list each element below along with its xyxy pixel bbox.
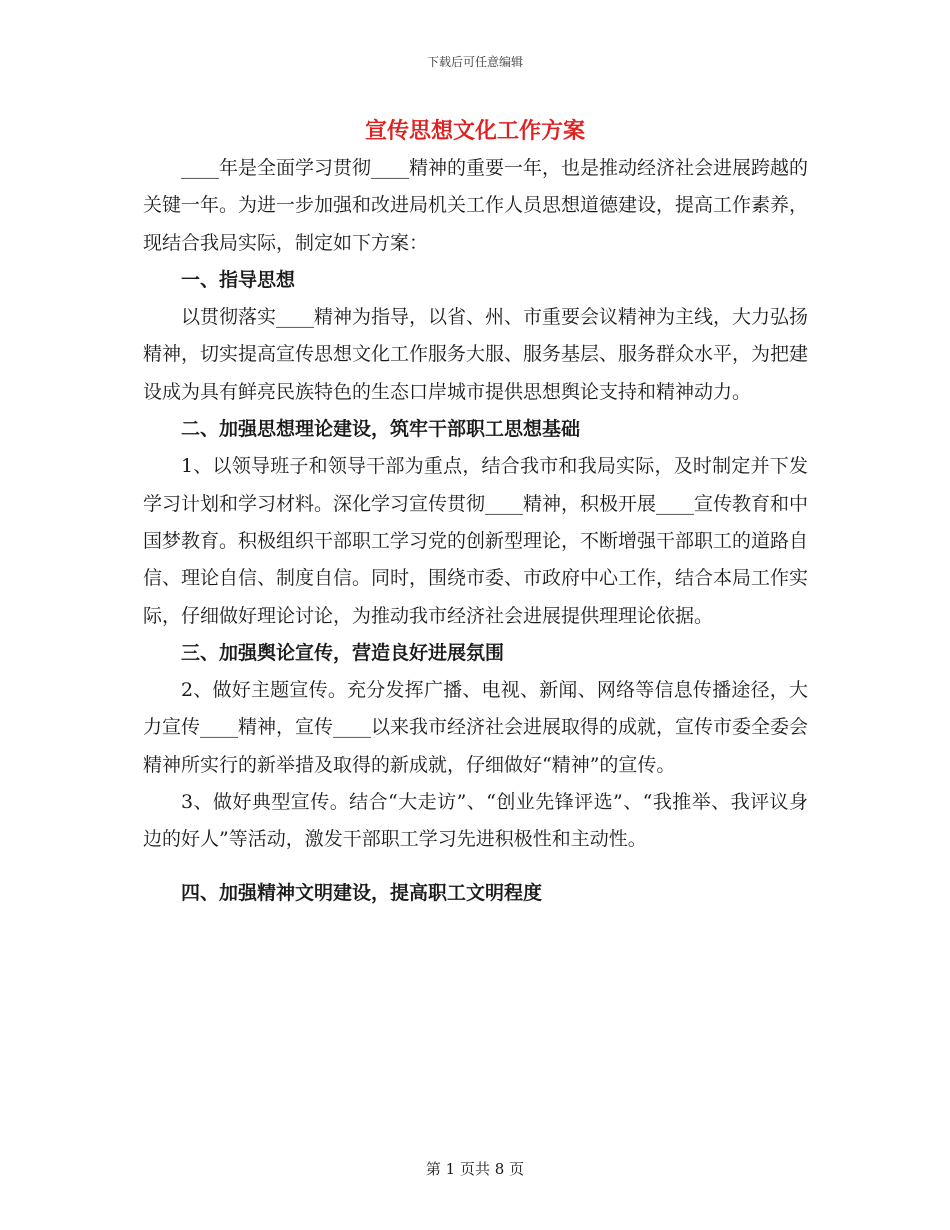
page-footer: 第 1 页共 8 页 <box>425 1160 525 1178</box>
section-paragraph: 以贯彻落实____精神为指导，以省、州、市重要会议精神为主线，大力弘扬精神，切实提高宣传思想文化工作服务大服、服务基层、服务群众水平，为把建设成为具有鲜亮民族特色的生态口岸城市提供思想舆论支持和精神动力。 <box>143 306 809 403</box>
document-title: 宣传思想文化工作方案 <box>364 118 585 144</box>
section-heading-guiding-ideology: 一、指导思想 <box>181 268 296 291</box>
section-heading-civilization: 四、加强精神文明建设，提高职工文明程度 <box>181 881 543 904</box>
section-heading-theory-building: 二、加强思想理论建设，筑牢干部职工思想基础 <box>181 418 581 441</box>
section-paragraph: 3、做好典型宣传。结合“大走访”、“创业先锋评选”、“我推举、我评议身边的好人”等活动，激发干部职工学习先进积极性和主动性。 <box>143 791 808 851</box>
section-paragraph: 2、做好主题宣传。充分发挥广播、电视、新闻、网络等信息传播途径，大力宣传____精神，宣传____以来我市经济社会进展取得的成就，宣传市委全委会精神所实行的新举措及取得的新成就，仔细做好“精神”的宣传。 <box>143 679 809 776</box>
document-body <box>143 150 808 912</box>
header-note: 下载后可任意编辑 <box>426 55 523 69</box>
section-heading-public-opinion: 三、加强舆论宣传，营造良好进展氛围 <box>181 641 505 664</box>
intro-paragraph: ____年是全面学习贯彻____精神的重要一年，也是推动经济社会进展跨越的关键一年。为进一步加强和改进局机关工作人员思想道德建设，提高工作素养，现结合我局实际，制定如下方案： <box>143 157 809 254</box>
section-paragraph: 1、以领导班子和领导干部为重点，结合我市和我局实际，及时制定并下发学习计划和学习材料。深化学习宣传贯彻____精神，积极开展____宣传教育和中国梦教育。积极组织干部职工学习党的创新型理论，不断增强干部职工的道路自信、理论自信、制度自信。同时，围绕市委、市政府中心工作，结合本局工作实际，仔细做好理论讨论，为推动我市经济社会进展提供理理论依据。 <box>143 455 809 627</box>
